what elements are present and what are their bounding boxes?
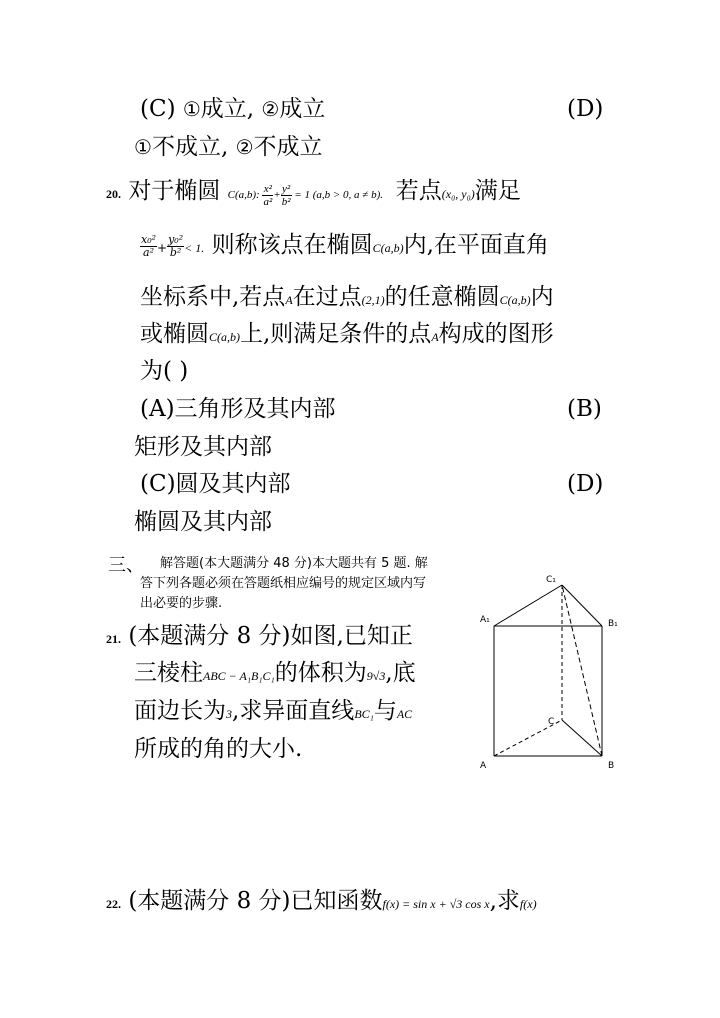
q20-ineq-y-num: y₀² xyxy=(168,232,184,246)
q20-ineq-y-fraction xyxy=(167,234,184,259)
q20-ineq-x-den: a² xyxy=(143,245,154,259)
q20-ellipse-name: C(a,b) xyxy=(227,189,257,201)
q20-ineq-tail: < 1. xyxy=(184,241,205,255)
q20-option-d-text: 椭圆及其内部 xyxy=(134,509,272,535)
q21-line2-a: 三棱柱 xyxy=(134,660,203,686)
q20-satisfy: 满足 xyxy=(474,178,521,204)
q21-line-3 xyxy=(134,696,412,729)
q20-ellipse-definition: C(a,b): $\frac{\text{x²}}{\text{a²}}$ + $\frac{\text{y²}}{\text{b²}}$ = 1 (a,b > 0, a ≠ b). xyxy=(227,182,383,208)
edge-c1-b1 xyxy=(562,585,602,626)
q19-option-c-label: (C) xyxy=(140,96,176,122)
label-c1: C₁ xyxy=(546,575,556,585)
q19-option-d-label: (D) xyxy=(567,96,604,122)
q21-side-length: 3 xyxy=(226,707,232,721)
q20-ellipse-name-2: C(a,b) xyxy=(372,241,404,255)
q20-ineq-x-num: x₀² xyxy=(141,232,157,246)
q19-option-c-text-1: 成立, xyxy=(200,96,255,122)
q20-point-x0y0: (x₀, y₀) xyxy=(441,187,475,201)
q19-circled-1: ① xyxy=(182,97,201,121)
q21-line2-c: ,底 xyxy=(385,660,416,686)
q22-text: (本题满分 8 分)已知函数 xyxy=(128,888,383,914)
q21-line3-c: 与 xyxy=(373,698,397,724)
section3-number: 三、 xyxy=(108,555,144,576)
q21-line3-a: 面边长为 xyxy=(134,698,226,724)
q20-option-b-label: (B) xyxy=(567,396,602,422)
q22-line-1 xyxy=(106,886,537,919)
q19-option-d-text-1: 不成立, xyxy=(151,134,229,160)
q20-line2-text: 则称该点在椭圆 xyxy=(211,232,373,258)
q19-option-d-text-2: 不成立 xyxy=(253,134,323,160)
q21-line-1 xyxy=(106,621,413,654)
q22-tail: ,求 xyxy=(489,888,520,914)
q20-line3-c: 的任意椭圆 xyxy=(384,284,500,310)
q21-line3-b: ,求异面直线 xyxy=(232,698,355,724)
q20-point-21: (2,1) xyxy=(361,293,385,307)
edge-c-b xyxy=(562,720,602,756)
q21-line-ac: AC xyxy=(396,707,413,721)
label-b1: B₁ xyxy=(608,619,618,629)
label-a1: A₁ xyxy=(480,615,490,625)
q21-line2-b: 的体积为 xyxy=(274,660,367,686)
q20-ellipse-name-3: C(a,b) xyxy=(499,293,531,307)
q20-eq-y-den: b² xyxy=(281,195,291,208)
q20-answer-blank: 为( ) xyxy=(140,358,189,384)
section3-text-1: 解答题(本大题满分 48 分)本大题共有 5 题. 解 xyxy=(160,556,428,571)
section3-text-3: 出必要的步骤. xyxy=(140,596,223,611)
q20-eq-x-fraction xyxy=(262,183,273,208)
q20-line2-tail: 内,在平面直角 xyxy=(403,232,549,258)
q22-function: f(x) = sin x + √3 cos x xyxy=(382,897,490,911)
segment-b-c1 xyxy=(562,585,602,756)
q21-line-2 xyxy=(134,658,416,691)
q20-line-2: $\frac{\text{x₀²}}{\text{a²}}$ + $\frac{\text{y₀²}}{\text{b²}}$ < 1. 则称该点在椭圆C(a,b)内,在平面直角 xyxy=(141,232,549,259)
q19-circled-2: ② xyxy=(261,97,280,121)
q20-line3-b: 在过点 xyxy=(292,284,362,310)
q21-line-4: 所成的角的大小. xyxy=(134,736,303,762)
label-a: A xyxy=(480,761,487,771)
q20-eq-tail: = 1 (a,b > 0, a ≠ b). xyxy=(294,189,383,201)
q20-eq-y-fraction xyxy=(281,183,292,208)
q20-line-1 xyxy=(106,176,521,210)
q22-number: 22. xyxy=(106,897,121,911)
q20-eq-x-num: x² xyxy=(263,182,272,195)
q21-prism-name: ABC − A₁B₁C₁ xyxy=(203,669,275,683)
q20-line3-d: 内 xyxy=(530,284,554,310)
q21-number: 21. xyxy=(106,632,121,646)
q20-point-a: A xyxy=(285,293,293,307)
q20-option-a: (A)三角形及其内部 xyxy=(140,396,336,422)
edge-a1-c1 xyxy=(494,585,562,626)
q20-option-d-label: (D) xyxy=(567,471,604,497)
q20-line4-b: 上,则满足条件的点 xyxy=(240,321,432,347)
q19-option-c-text-2: 成立 xyxy=(279,96,326,122)
q20-line4-a: 或椭圆 xyxy=(140,321,209,347)
q20-if-point: 若点 xyxy=(395,178,442,204)
q20-eq-colon: : xyxy=(256,189,260,201)
q21-line1-text: (本题满分 8 分)如图,已知正 xyxy=(128,623,413,649)
q20-line-3 xyxy=(140,282,554,315)
q20-line-4 xyxy=(140,319,554,352)
q20-option-b-text: 矩形及其内部 xyxy=(134,434,272,460)
q20-point-a-2: A xyxy=(431,330,439,344)
q21-line-bc1: BC₁ xyxy=(354,707,374,721)
q20-ineq-x-fraction xyxy=(140,234,157,259)
q19-circled-1b: ① xyxy=(134,135,152,159)
label-c: C xyxy=(548,717,555,727)
q20-line3-a: 坐标系中,若点 xyxy=(140,284,286,310)
q20-ellipse-name-4: C(a,b) xyxy=(209,330,240,344)
q20-ineq-y-den: b² xyxy=(169,245,182,259)
label-b: B xyxy=(608,761,615,771)
q19-option-c-line xyxy=(140,94,325,124)
q20-line4-c: 构成的图形 xyxy=(438,321,554,347)
q20-number: 20. xyxy=(106,187,121,201)
q21-volume: 9√3 xyxy=(366,669,386,683)
q22-fx: f(x) xyxy=(519,897,537,911)
q20-option-c: (C)圆及其内部 xyxy=(140,471,291,497)
q19-option-d-line xyxy=(134,132,323,162)
q19-circled-2b: ② xyxy=(235,135,254,159)
q20-eq-y-num: y² xyxy=(282,182,291,195)
q20-eq-x-den: a² xyxy=(263,195,273,208)
section3-text-2: 答下列各题必须在答题纸相应编号的规定区域内写 xyxy=(140,576,427,591)
prism-figure xyxy=(470,568,630,778)
q20-intro: 对于椭圆 xyxy=(128,178,221,204)
